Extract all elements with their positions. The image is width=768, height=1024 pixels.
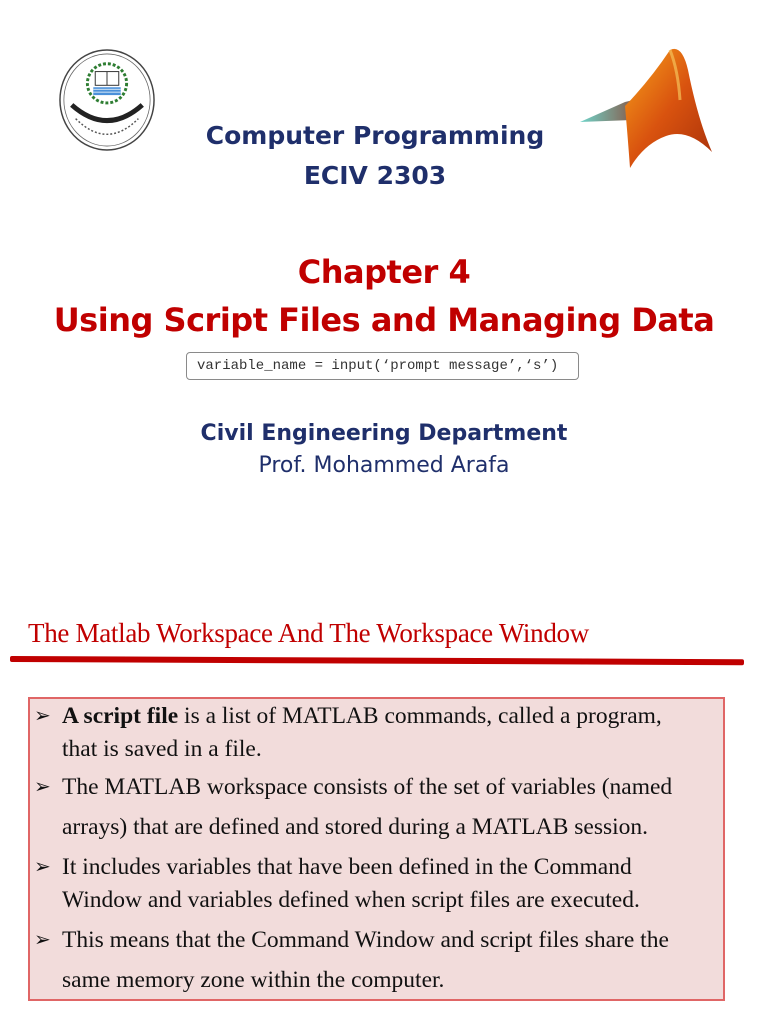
arrowhead-bullet-icon: ➢ [34,929,51,951]
chapter-heading [0,248,768,344]
arrowhead-bullet-icon: ➢ [34,856,51,878]
chapter-number: Chapter 4 [297,253,471,291]
arrowhead-bullet-icon: ➢ [34,776,51,798]
professor: Prof. Mohammed Arafa [258,453,510,478]
arrowhead-bullet-icon: ➢ [34,705,51,727]
author-info [0,418,768,482]
university-seal-icon [58,48,156,152]
course-title: Computer Programming [205,121,545,150]
slide-title: The Matlab Workspace And The Workspace Window [28,618,589,648]
matlab-logo-icon [570,40,720,170]
department: Civil Engineering Department [200,421,568,446]
bullet-box: ➢ A script file is a list of MATLAB commands, called a program, that is saved in a file. ➢ The MATLAB workspace consists of the set of variables (named arrays) that are defined and stored during a MATLAB session. ➢ It includes variables that have been defined in the Command Window and variables defined when script files are executed. ➢ This means that the Command Window and script files share the same memory zone within the computer. [28,697,725,1001]
chapter-title: Using Script Files and Managing Data [53,301,715,339]
course-heading [190,116,560,196]
bold-term: A script file [62,703,179,729]
course-code: ECIV 2303 [303,161,447,190]
code-snippet: variable_name = input(‘prompt message’,‘s’) [186,352,579,380]
title-divider [10,656,744,665]
